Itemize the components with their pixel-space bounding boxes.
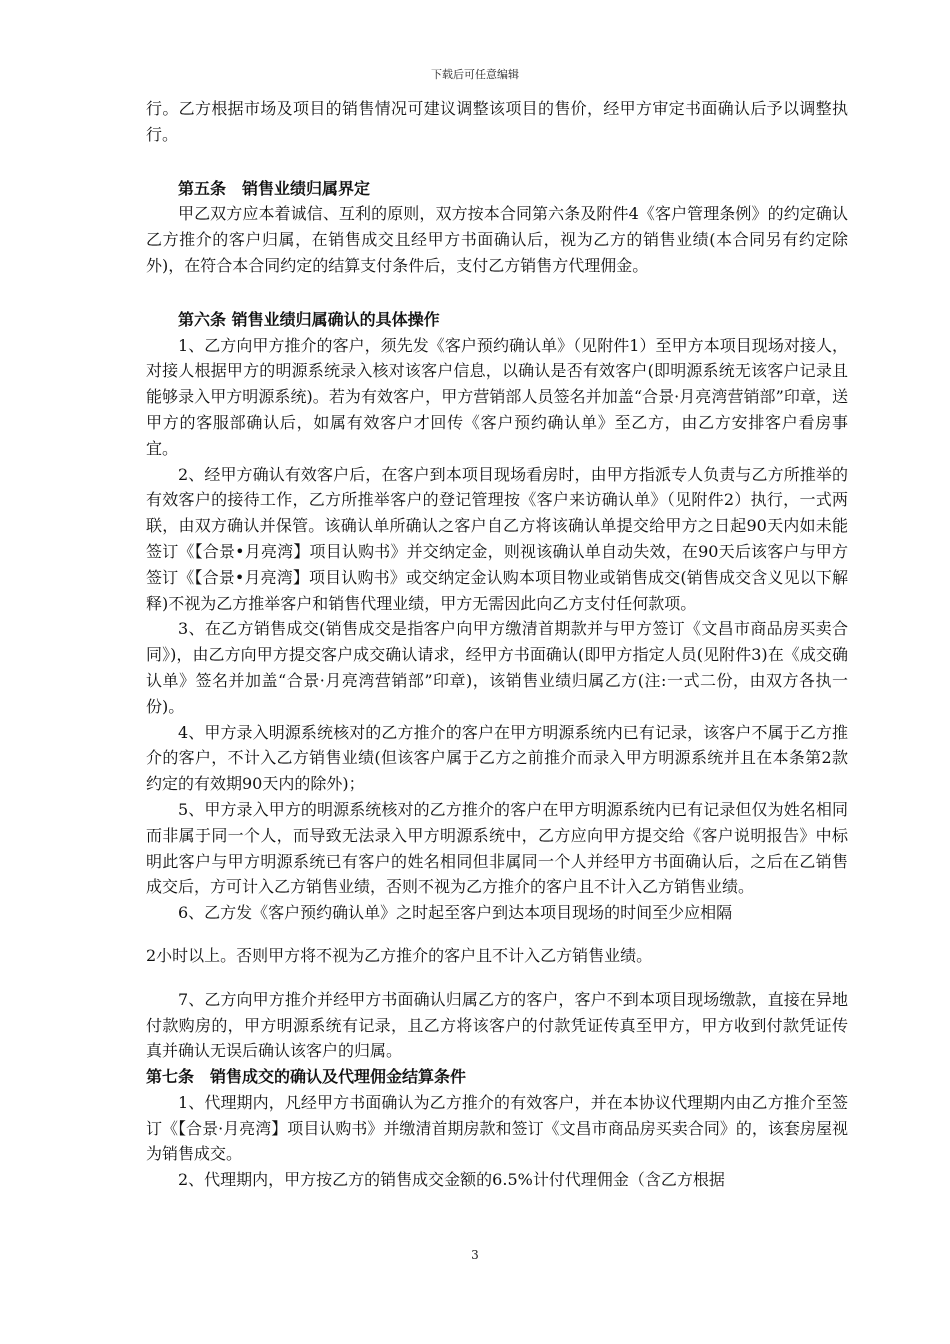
article-6-clause-2: 2、经甲方确认有效客户后，在客户到本项目现场看房时，由甲方指派专人负责与乙方所推举的有效客户的接待工作，乙方所推举客户的登记管理按《客户来访确认单》（见附件2）执行，一式两联，由双方确认并保管。该确认单所确认之客户自乙方将该确认单提交给甲方之日起90天内如未能签订《【合景•月亮湾】项目认购书》并交纳定金，则视该确认单自动失效，在90天后该客户与甲方签订《【合景•月亮湾】项目认购书》或交纳定金认购本项目物业或销售成交(销售成交含义见以下解释)不视为乙方推举客户和销售代理业绩，甲方无需因此向乙方支付任何款项。 — [146, 464, 848, 613]
article-6-clause-4: 4、甲方录入明源系统核对的乙方推介的客户在甲方明源系统内已有记录，该客户不属于乙方推介的客户，不计入乙方销售业绩(但该客户属于乙方之前推介而录入甲方明源系统并且在本条第2款约定的有效期90天内的除外)； — [146, 722, 848, 794]
document-body — [146, 96, 848, 1193]
article-5-body: 甲乙双方应本着诚信、互利的原则，双方按本合同第六条及附件4《客户管理条例》的约定确认乙方推介的客户归属，在销售成交且经甲方书面确认后，视为乙方的销售业绩(本合同另有约定除外)，在符合本合同约定的结算支付条件后，支付乙方销售方代理佣金。 — [146, 204, 848, 275]
article-6-clause-6-continuation: 2小时以上。否则甲方将不视为乙方推介的客户且不计入乙方销售业绩。 — [146, 945, 653, 965]
article-6-clause-5: 5、甲方录入甲方的明源系统核对的乙方推介的客户在甲方明源系统内已有记录但仅为姓名相同而非属于同一个人，而导致无法录入甲方明源系统中，乙方应向甲方提交给《客户说明报告》中标明此客户与甲方明源系统已有客户的姓名相同但非属同一个人并经甲方书面确认后，之后在乙销售成交后，方可计入乙方销售业绩，否则不视为乙方推介的客户且不计入乙方销售业绩。 — [146, 799, 848, 897]
article-6-heading: 第六条 销售业绩归属确认的具体操作 — [178, 309, 440, 329]
article-6-clause-1: 1、乙方向甲方推介的客户，须先发《客户预约确认单》（见附件1）至甲方本项目现场对接人，对接人根据甲方的明源系统录入核对该客户信息，以确认是否有效客户(即明源系统无该客户记录且能够录入甲方明源系统)。若为有效客户，甲方营销部人员签名并加盖“合景·月亮湾营销部”印章，送甲方的客服部确认后，如属有效客户才回传《客户预约确认单》至乙方，由乙方安排客户看房事宜。 — [146, 335, 848, 458]
article-6-clause-7: 7、乙方向甲方推介并经甲方书面确认归属乙方的客户，客户不到本项目现场缴款，直接在异地付款购房的，甲方明源系统有记录，且乙方将该客户的付款凭证传真至甲方，甲方收到付款凭证传真并确认无误后确认该客户的归属。 — [146, 989, 848, 1061]
article-7-heading: 第七条 销售成交的确认及代理佣金结算条件 — [146, 1067, 467, 1087]
paragraph-continuation: 行。乙方根据市场及项目的销售情况可建议调整该项目的售价，经甲方审定书面确认后予以调整执行。 — [146, 99, 848, 144]
article-7-clause-2: 2、代理期内，甲方按乙方的销售成交金额的6.5%计付代理佣金（含乙方根据 — [178, 1170, 725, 1190]
article-7-clause-1: 1、代理期内，凡经甲方书面确认为乙方推介的有效客户，并在本协议代理期内由乙方推介至签订《【合景·月亮湾】项目认购书》并缴清首期房款和签订《文昌市商品房买卖合同》的，该套房屋视为销售成交。 — [146, 1092, 848, 1164]
article-6-clause-3: 3、在乙方销售成交(销售成交是指客户向甲方缴清首期款并与甲方签订《文昌市商品房买卖合同》)，由乙方向甲方提交客户成交确认请求，经甲方书面确认(即甲方指定人员(见附件3)在《成交确认单》签名并加盖“合景·月亮湾营销部”印章)，该销售业绩归属乙方(注:一式二份，由双方各执一份)。 — [146, 619, 848, 716]
article-5-heading: 第五条 销售业绩归属界定 — [178, 178, 371, 198]
page-number: 3 — [471, 1248, 479, 1262]
article-6-clause-6: 6、乙方发《客户预约确认单》之时起至客户到达本项目现场的时间至少应相隔 — [178, 903, 733, 923]
page-header-note: 下载后可任意编辑 — [431, 68, 519, 81]
